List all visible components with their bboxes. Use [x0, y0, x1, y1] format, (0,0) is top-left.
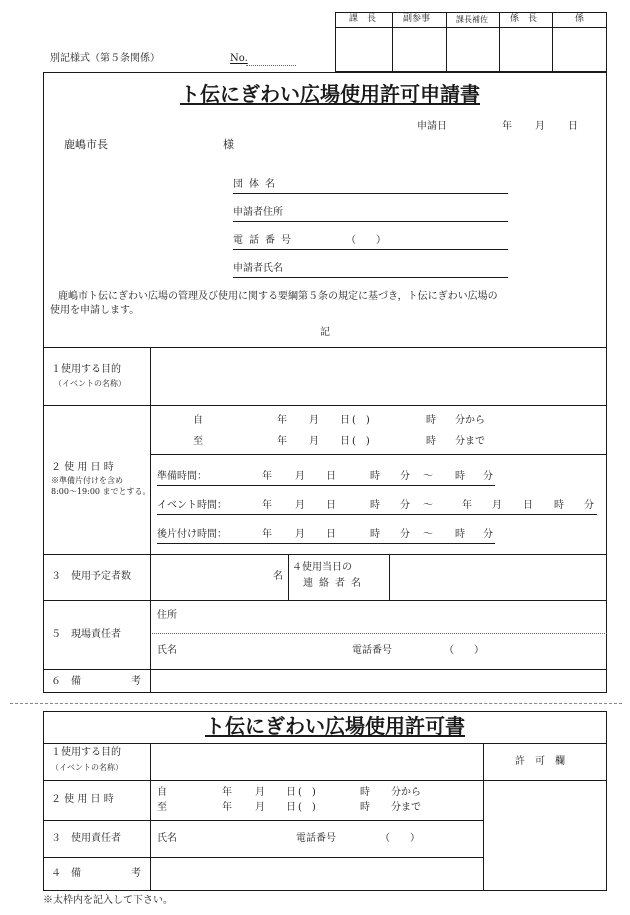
- remarks-label-suffix: 考: [131, 676, 141, 687]
- from-year: 年: [277, 415, 287, 426]
- approval-header-kakaricho: 係 長: [510, 14, 538, 24]
- permit-row-divider: [43, 780, 607, 781]
- permit-from-month: 月: [255, 787, 265, 798]
- to-label: 至: [193, 436, 203, 447]
- contact-person-label-line1: ４使用当日の: [292, 562, 352, 573]
- site-manager-name-label: 氏名: [157, 645, 177, 656]
- usage-datetime-label: ２ 使 用 日 時: [51, 462, 114, 473]
- permit-title: ト伝にぎわい広場使用許可書: [205, 714, 465, 738]
- cleanup-day: 日: [326, 529, 336, 540]
- application-date-year: 年: [502, 121, 512, 132]
- purpose-input-cell[interactable]: [151, 348, 606, 404]
- contact-person-label-line2: 連絡者名: [303, 578, 367, 589]
- cleanup-time-label: 後片付け時間：: [157, 529, 227, 540]
- purpose-sub-label: （イベントの名称）: [54, 379, 126, 388]
- prep-month: 月: [295, 471, 305, 482]
- event-time-field[interactable]: [157, 514, 597, 515]
- applicant-address-label: 申請者住所: [233, 207, 283, 218]
- row-divider: [43, 554, 607, 555]
- cut-line: [10, 703, 622, 704]
- event-end-hour: 時: [554, 500, 564, 511]
- from-weekday: ( ): [352, 415, 370, 426]
- permit-purpose-sub-label: （イベントの名称）: [51, 763, 123, 772]
- row-divider: [43, 405, 607, 406]
- prep-hour: 時: [370, 471, 380, 482]
- remarks-label: ６ 備: [51, 676, 81, 687]
- permit-responsible-name-label: 氏名: [157, 833, 177, 844]
- cleanup-minute: 分: [400, 529, 410, 540]
- permit-to-hour: 時: [360, 802, 370, 813]
- permit-to-day: 日: [286, 802, 296, 813]
- permit-row-divider: [43, 820, 483, 821]
- from-minute: 分から: [455, 415, 485, 426]
- permit-to-year: 年: [222, 802, 232, 813]
- permit-from-day: 日: [286, 787, 296, 798]
- permit-to-minute: 分まで: [391, 802, 421, 813]
- permit-responsible-phone-label: 電話番号: [296, 833, 336, 844]
- event-end-minute: 分: [584, 500, 594, 511]
- event-hour: 時: [370, 500, 380, 511]
- phone-number-label: 電話番号: [233, 235, 297, 246]
- event-end-month: 月: [492, 500, 502, 511]
- event-end-year: 年: [462, 500, 472, 511]
- permit-to-label: 至: [157, 802, 167, 813]
- approval-col-divider: [392, 12, 393, 72]
- remarks-input[interactable]: [151, 670, 606, 691]
- contact-person-input[interactable]: [391, 556, 605, 598]
- from-day: 日: [340, 415, 350, 426]
- approval-col-divider: [552, 12, 553, 72]
- prep-year: 年: [262, 471, 272, 482]
- col-divider: [389, 554, 390, 600]
- prep-end-minute: 分: [483, 471, 493, 482]
- approval-header-kakari: 係: [575, 14, 585, 24]
- cleanup-time-field[interactable]: [157, 543, 495, 544]
- event-end-day: 日: [523, 500, 533, 511]
- row-divider: [43, 600, 607, 601]
- addressee-honorific: 様: [223, 138, 234, 151]
- permit-approval-column-label: 許 可 欄: [515, 756, 565, 767]
- prep-day: 日: [326, 471, 336, 482]
- expected-users-label: ３ 使用予定者数: [51, 571, 131, 582]
- permit-from-year: 年: [222, 787, 232, 798]
- permit-to-weekday: ( ): [298, 802, 316, 813]
- site-manager-phone-paren: （ ）: [444, 645, 484, 656]
- approval-header-kacho: 課 長: [349, 14, 377, 24]
- permit-from-weekday: ( ): [298, 787, 316, 798]
- to-month: 月: [309, 436, 319, 447]
- ki-heading: 記: [320, 327, 330, 338]
- application-statement-line2: 使用を申請します。: [50, 305, 140, 316]
- applicant-address-field[interactable]: [233, 221, 508, 222]
- approval-header-fukusanji: 副参事: [403, 14, 431, 24]
- phone-number-field[interactable]: [233, 249, 508, 250]
- cleanup-hour: 時: [370, 529, 380, 540]
- permit-label-column-divider: [150, 743, 151, 891]
- cleanup-end-hour: 時: [455, 529, 465, 540]
- footer-note: ※太枠内を記入して下さい。: [43, 895, 173, 906]
- approval-header-kachohosa: 課長補佐: [456, 15, 488, 24]
- row-divider-dotted: [150, 633, 607, 634]
- phone-paren: （ ）: [346, 235, 386, 246]
- event-minute: 分: [400, 500, 410, 511]
- site-manager-label: ５ 現場責任者: [51, 629, 121, 640]
- event-time-label: イベント時間：: [157, 500, 227, 511]
- prep-time-label: 準備時間：: [157, 471, 207, 482]
- application-date-day: 日: [568, 121, 578, 132]
- event-tilde: ～: [423, 500, 433, 511]
- permit-row-divider: [43, 857, 483, 858]
- permit-from-minute: 分から: [391, 787, 421, 798]
- permit-approval-area[interactable]: [485, 782, 605, 889]
- permit-row-divider: [43, 743, 607, 744]
- permit-to-month: 月: [255, 802, 265, 813]
- number-label: No.: [230, 53, 248, 64]
- prep-time-field[interactable]: [157, 485, 495, 486]
- permit-remarks-label-suffix: 考: [131, 868, 141, 879]
- applicant-name-field[interactable]: [233, 277, 508, 278]
- number-field-line[interactable]: [246, 65, 296, 66]
- applicant-name-label: 申請者氏名: [233, 263, 283, 274]
- cleanup-month: 月: [295, 529, 305, 540]
- approval-col-divider: [499, 12, 500, 72]
- expected-users-input[interactable]: [152, 556, 272, 598]
- to-year: 年: [277, 436, 287, 447]
- group-name-field[interactable]: [233, 193, 508, 194]
- site-manager-address-label: 住所: [157, 610, 177, 621]
- cleanup-end-minute: 分: [483, 529, 493, 540]
- purpose-label: １使用する目的: [51, 364, 121, 375]
- permit-approval-column-divider: [483, 743, 484, 891]
- prep-end-hour: 時: [455, 471, 465, 482]
- permit-responsible-phone-paren: （ ）: [380, 833, 420, 844]
- application-date-label: 申請日: [417, 121, 447, 132]
- application-date-month: 月: [535, 121, 545, 132]
- approval-header-divider: [335, 27, 607, 28]
- to-hour: 時: [426, 436, 436, 447]
- permit-remarks-label: ４ 備: [51, 868, 81, 879]
- permit-from-hour: 時: [360, 787, 370, 798]
- to-weekday: ( ): [352, 436, 370, 447]
- prep-tilde: ～: [423, 471, 433, 482]
- permit-usage-datetime-label: ２ 使 用 日 時: [51, 794, 114, 805]
- from-label: 自: [193, 415, 203, 426]
- permit-from-label: 自: [157, 787, 167, 798]
- event-day: 日: [326, 500, 336, 511]
- prep-minute: 分: [400, 471, 410, 482]
- usage-datetime-note2: 8:00～19:00 までとする。: [51, 487, 151, 496]
- from-month: 月: [309, 415, 319, 426]
- permit-purpose-label: １使用する目的: [51, 747, 121, 758]
- permit-responsible-label: ３ 使用責任者: [51, 833, 121, 844]
- cleanup-year: 年: [262, 529, 272, 540]
- site-manager-phone-label: 電話番号: [352, 645, 392, 656]
- cleanup-tilde: ～: [423, 529, 433, 540]
- usage-datetime-note1: ※準備片付けを含め: [51, 476, 123, 485]
- approval-col-divider: [446, 12, 447, 72]
- event-month: 月: [295, 500, 305, 511]
- col-divider: [288, 554, 289, 600]
- form-reference: 別記様式（第５条関係）: [50, 53, 160, 64]
- group-name-label: 団体名: [233, 179, 281, 190]
- addressee: 鹿嶋市長: [64, 138, 108, 151]
- application-title: ト伝にぎわい広場使用許可申請書: [180, 82, 480, 106]
- to-minute: 分まで: [455, 436, 485, 447]
- to-day: 日: [340, 436, 350, 447]
- site-manager-address-input[interactable]: [185, 603, 605, 631]
- event-year: 年: [262, 500, 272, 511]
- from-hour: 時: [426, 415, 436, 426]
- application-statement-line1: 鹿嶋市ト伝にぎわい広場の管理及び使用に関する要綱第５条の規定に基づき，ト伝にぎわい広場の: [58, 291, 498, 302]
- row-divider: [150, 454, 607, 455]
- expected-users-unit: 名: [273, 571, 283, 582]
